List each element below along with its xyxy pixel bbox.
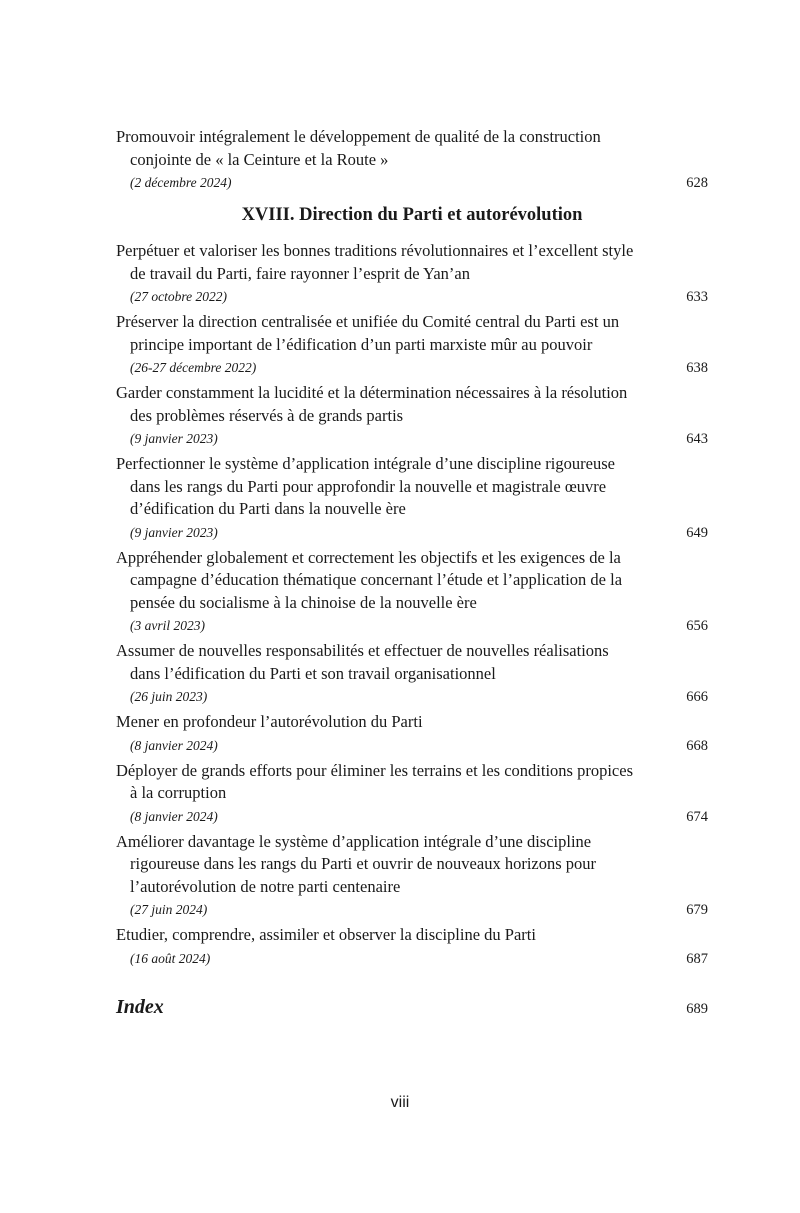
entry-page-number: 666 [686, 689, 708, 705]
entry-date: (16 août 2024) [130, 950, 211, 966]
entry-page-number: 638 [686, 360, 708, 376]
toc-entry [116, 126, 708, 194]
entry-title: Assumer de nouvelles responsabilités et effectuer de nouvelles réalisations dans l’édification du Parti et son travail organisationnel [116, 641, 609, 683]
index-entry [116, 996, 708, 1019]
entry-page-number: 668 [686, 737, 708, 754]
toc-entry [116, 831, 708, 922]
entry-date: (9 janvier 2023) [130, 524, 218, 540]
toc-entry [116, 760, 708, 828]
entry-date: (8 janvier 2024) [130, 737, 218, 753]
entry-title: Préserver la direction centralisée et unifiée du Comité central du Parti est un principe important de l’édification d’un parti marxiste mûr au pouvoir [116, 312, 620, 354]
toc-entry [116, 453, 708, 544]
entry-page-number: 656 [686, 618, 708, 634]
toc-entry [116, 311, 708, 379]
entry-page-number: 633 [686, 289, 708, 305]
entry-date-line [116, 285, 708, 308]
entry-date: (27 juin 2024) [130, 902, 208, 917]
toc-entry [116, 547, 708, 638]
entry-title: Déployer de grands efforts pour éliminer les terrains et les conditions propices à la corruption [116, 760, 634, 802]
entry-date-line [116, 356, 708, 379]
entry-title: Perpétuer et valoriser les bonnes traditions révolutionnaires et l’excellent style de travail du Parti, faire rayonner l’esprit de Yan’an [116, 241, 634, 283]
entry-date: (26-27 décembre 2022) [130, 360, 257, 375]
entry-date: (27 octobre 2022) [130, 289, 227, 304]
toc-entry [116, 640, 708, 708]
entry-date-line [116, 805, 708, 828]
entry-date-line [116, 427, 708, 450]
entry-date: (3 avril 2023) [130, 618, 205, 633]
entry-date-line [116, 734, 708, 757]
entry-title: Améliorer davantage le système d’application intégrale d’une discipline rigoureuse dans les rangs du Parti et ouvrir de nouveaux horizons pour l’autorévolution de notre parti centenaire [116, 831, 597, 896]
index-label: Index [116, 996, 164, 1018]
index-page-number: 689 [686, 1001, 708, 1017]
entry-page-number: 643 [686, 431, 708, 447]
entry-date: (2 décembre 2024) [130, 175, 232, 190]
entry-date: (9 janvier 2023) [130, 431, 218, 446]
entry-page-number: 687 [686, 950, 708, 967]
entry-title: Etudier, comprendre, assimiler et observer la discipline du Parti [116, 925, 536, 944]
entry-title: Promouvoir intégralement le développement de qualité de la construction conjointe de « la Ceinture et la Route » [116, 127, 601, 169]
entry-page-number: 628 [686, 175, 708, 191]
entry-date-line [116, 171, 708, 194]
page-number: viii [390, 1094, 410, 1111]
entry-title: Mener en profondeur l’autorévolution du Parti [116, 712, 423, 731]
entry-date: (8 janvier 2024) [130, 808, 218, 824]
entry-page-number: 649 [686, 524, 708, 541]
toc-entry [116, 924, 708, 970]
toc-entry [116, 240, 708, 308]
entry-date: (26 juin 2023) [130, 689, 208, 704]
entry-title: Garder constamment la lucidité et la détermination nécessaires à la résolution des problèmes réservés à de grands partis [116, 383, 628, 425]
entry-date-line [116, 898, 708, 921]
entry-title: Appréhender globalement et correctement les objectifs et les exigences de la campagne d’éducation thématique concernant l’étude et l’application de la pensée du socialisme à la chinoise de la nouvelle ère [116, 547, 623, 612]
table-of-contents [116, 126, 708, 973]
toc-entry [116, 711, 708, 757]
entry-date-line [116, 614, 708, 637]
toc-entry [116, 382, 708, 450]
section-heading: XVIII. Direction du Parti et autorévolution [241, 205, 583, 225]
entry-date-line [116, 947, 708, 970]
entry-date-line [116, 521, 708, 544]
entry-page-number: 674 [686, 808, 708, 825]
entry-page-number: 679 [686, 902, 708, 918]
entry-date-line [116, 685, 708, 708]
entry-title: Perfectionner le système d’application intégrale d’une discipline rigoureuse dans les rangs du Parti pour approfondir la nouvelle et magistrale œuvre d’édification du Parti dans la nouvelle ère [116, 454, 615, 518]
